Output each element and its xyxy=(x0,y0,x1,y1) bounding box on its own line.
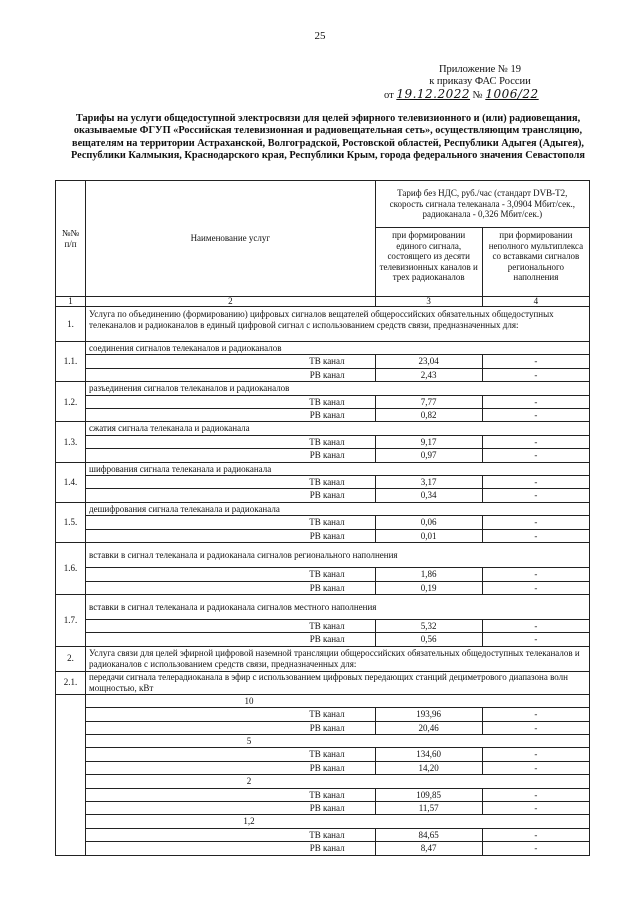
rv-row-label: РВ канал xyxy=(86,449,376,462)
appendix-number: 1006/22 xyxy=(485,87,539,101)
service-num: 1.1. xyxy=(56,342,86,382)
rv-row-col4: - xyxy=(482,449,589,462)
rv-row xyxy=(56,761,590,774)
tv-row-label: ТВ канал xyxy=(86,708,376,721)
tv-row-col4: - xyxy=(482,748,589,761)
rv-row-col3: 0,97 xyxy=(375,449,482,462)
power-value: 2 xyxy=(86,775,590,788)
tv-row-col4: - xyxy=(482,435,589,448)
service-name: шифрования сигнала телеканала и радиоканала xyxy=(86,462,590,475)
service-row xyxy=(56,502,590,515)
rv-row-col4: - xyxy=(482,529,589,542)
rv-row xyxy=(56,633,590,646)
power-value: 5 xyxy=(86,734,590,747)
section2-row xyxy=(56,646,590,671)
service-num: 1.4. xyxy=(56,462,86,502)
appendix-line2: к приказу ФАС России xyxy=(429,76,531,87)
rv-row xyxy=(56,842,590,855)
appendix-line1: Приложение № 19 xyxy=(438,64,522,75)
rv-row xyxy=(56,581,590,594)
tv-row xyxy=(56,619,590,632)
rv-row-label: РВ канал xyxy=(86,761,376,774)
appendix-no: № xyxy=(472,90,483,101)
tv-row-label: ТВ канал xyxy=(86,568,376,581)
service-row xyxy=(56,342,590,355)
section1-num: 1. xyxy=(56,307,86,342)
rv-row-col4: - xyxy=(482,489,589,502)
service-name: дешифрования сигнала телеканала и радиоканала xyxy=(86,502,590,515)
tv-row-col3: 84,65 xyxy=(375,828,482,841)
tv-row-col3: 3,17 xyxy=(375,476,482,489)
power-row xyxy=(56,734,590,747)
rv-row-label: РВ канал xyxy=(86,581,376,594)
rv-row-col4: - xyxy=(482,801,589,814)
appendix-date: 19.12.2022 xyxy=(396,87,471,101)
service-row xyxy=(56,543,590,568)
tv-row-col4: - xyxy=(482,355,589,368)
header-col3: при формировании единого сигнала, состоящего из десяти телевизионных каналов и трех радиоканалов xyxy=(375,228,482,297)
subsection2-text: передачи сигнала телерадиоканала в эфир с использованием цифровых передающих станций дециметрового диапазона волн мощностью, кВт xyxy=(86,671,590,694)
tv-row xyxy=(56,355,590,368)
section2-num: 2. xyxy=(56,646,86,671)
rv-row-col4: - xyxy=(482,633,589,646)
tv-row xyxy=(56,395,590,408)
rv-row-label: РВ канал xyxy=(86,489,376,502)
tv-row-col4: - xyxy=(482,708,589,721)
rv-row-label: РВ канал xyxy=(86,368,376,381)
service-row xyxy=(56,382,590,395)
col-number-1: 1 xyxy=(56,297,86,307)
service-row xyxy=(56,422,590,435)
service-row xyxy=(56,462,590,475)
power-row xyxy=(56,815,590,828)
col-number-4: 4 xyxy=(482,297,589,307)
rv-row-label: РВ канал xyxy=(86,801,376,814)
power-row xyxy=(56,694,590,707)
rv-row-col3: 14,20 xyxy=(375,761,482,774)
power-row xyxy=(56,775,590,788)
tv-row-col3: 134,60 xyxy=(375,748,482,761)
tv-row-col4: - xyxy=(482,476,589,489)
tv-row-col3: 23,04 xyxy=(375,355,482,368)
page-number: 25 xyxy=(314,30,326,42)
document-title: Тарифы на услуги общедоступной электросвязи для целей эфирного телевизионного и (или) радиовещания, оказываемые ФГУП «Российская телевизионная и радиовещательная сеть», осуществляющим трансляцию, вещателям на территории Астраханской, Волгоградской, Ростовской областей, Республики Адыгея (Адыгея), Республики Калмыкия, Краснодарского края, Республики Крым, города федерального значения Севастополя xyxy=(71,113,585,161)
tv-row xyxy=(56,435,590,448)
rv-row-col3: 0,82 xyxy=(375,409,482,422)
tv-row-label: ТВ канал xyxy=(86,516,376,529)
rv-row-col3: 2,43 xyxy=(375,368,482,381)
tv-row-label: ТВ канал xyxy=(86,748,376,761)
section1-text: Услуга по объединению (формированию) цифровых сигналов вещателей общероссийских обязательных общедоступных телеканалов и радиоканалов в единый цифровой сигнал с использованием средств связи, предназначенных для: xyxy=(86,307,590,342)
col-number-2: 2 xyxy=(86,297,376,307)
rv-row-col4: - xyxy=(482,409,589,422)
rv-row-col4: - xyxy=(482,842,589,855)
appendix-from: от xyxy=(384,90,394,101)
tv-row-label: ТВ канал xyxy=(86,788,376,801)
rv-row-col4: - xyxy=(482,581,589,594)
rv-row-col3: 0,01 xyxy=(375,529,482,542)
rv-row xyxy=(56,721,590,734)
col-number-3: 3 xyxy=(375,297,482,307)
service-num: 1.5. xyxy=(56,502,86,542)
header-name: Наименование услуг xyxy=(86,181,376,297)
header-col4: при формировании неполного мультиплекса со вставками сигналов регионального наполнения xyxy=(482,228,589,297)
power-num-blank xyxy=(56,694,86,855)
tv-row-label: ТВ канал xyxy=(86,828,376,841)
service-num: 1.7. xyxy=(56,594,86,646)
tv-row xyxy=(56,708,590,721)
tv-row-label: ТВ канал xyxy=(86,476,376,489)
subsection2-row xyxy=(56,671,590,694)
tv-row-col4: - xyxy=(482,619,589,632)
tv-row xyxy=(56,516,590,529)
rv-row-col4: - xyxy=(482,368,589,381)
service-num: 1.2. xyxy=(56,382,86,422)
service-name: сжатия сигнала телеканала и радиоканала xyxy=(86,422,590,435)
rv-row-label: РВ канал xyxy=(86,721,376,734)
tv-row-col4: - xyxy=(482,516,589,529)
rv-row-col3: 8,47 xyxy=(375,842,482,855)
tv-row-col4: - xyxy=(482,828,589,841)
tariff-table xyxy=(55,180,590,856)
tv-row-col3: 7,77 xyxy=(375,395,482,408)
rv-row xyxy=(56,529,590,542)
rv-row-col4: - xyxy=(482,761,589,774)
tv-row xyxy=(56,568,590,581)
tv-row xyxy=(56,748,590,761)
power-value: 10 xyxy=(86,694,590,707)
rv-row-label: РВ канал xyxy=(86,529,376,542)
tv-row xyxy=(56,828,590,841)
rv-row-col3: 0,19 xyxy=(375,581,482,594)
service-name: вставки в сигнал телеканала и радиоканала сигналов регионального наполнения xyxy=(86,543,590,568)
rv-row xyxy=(56,368,590,381)
tv-row-col3: 9,17 xyxy=(375,435,482,448)
appendix-date-line xyxy=(380,88,580,102)
service-name: разъединения сигналов телеканалов и радиоканалов xyxy=(86,382,590,395)
tv-row-label: ТВ канал xyxy=(86,435,376,448)
power-value: 1,2 xyxy=(86,815,590,828)
tv-row-col4: - xyxy=(482,568,589,581)
tv-row-col4: - xyxy=(482,395,589,408)
tv-row xyxy=(56,788,590,801)
header-tariff: Тариф без НДС, руб./час (стандарт DVB-T2, скорость сигнала телеканала - 3,0904 Мбит/сек., радиоканала - 0,326 Мбит/сек.) xyxy=(375,181,589,228)
rv-row-label: РВ канал xyxy=(86,633,376,646)
rv-row-col3: 0,56 xyxy=(375,633,482,646)
rv-row-col3: 11,57 xyxy=(375,801,482,814)
section2-text: Услуга связи для целей эфирной цифровой наземной трансляции общероссийских обязательных общедоступных телеканалов и радиоканалов с использованием средств связи, предназначенных для: xyxy=(86,646,590,671)
tv-row-col3: 1,86 xyxy=(375,568,482,581)
rv-row xyxy=(56,801,590,814)
service-num: 1.3. xyxy=(56,422,86,462)
tv-row-label: ТВ канал xyxy=(86,619,376,632)
service-row xyxy=(56,594,590,619)
tv-row xyxy=(56,476,590,489)
subsection2-num: 2.1. xyxy=(56,671,86,694)
service-name: вставки в сигнал телеканала и радиоканала сигналов местного наполнения xyxy=(86,594,590,619)
service-num: 1.6. xyxy=(56,543,86,595)
appendix-block xyxy=(380,64,580,102)
tv-row-label: ТВ канал xyxy=(86,355,376,368)
tv-row-col4: - xyxy=(482,788,589,801)
rv-row-col3: 0,34 xyxy=(375,489,482,502)
rv-row-label: РВ канал xyxy=(86,842,376,855)
rv-row xyxy=(56,489,590,502)
tv-row-col3: 109,85 xyxy=(375,788,482,801)
tv-row-label: ТВ канал xyxy=(86,395,376,408)
tv-row-col3: 193,96 xyxy=(375,708,482,721)
tv-row-col3: 0,06 xyxy=(375,516,482,529)
rv-row-label: РВ канал xyxy=(86,409,376,422)
rv-row xyxy=(56,449,590,462)
tv-row-col3: 5,32 xyxy=(375,619,482,632)
rv-row-col3: 20,46 xyxy=(375,721,482,734)
rv-row-col4: - xyxy=(482,721,589,734)
service-name: соединения сигналов телеканалов и радиоканалов xyxy=(86,342,590,355)
rv-row xyxy=(56,409,590,422)
header-num: №№ п/п xyxy=(56,181,86,297)
